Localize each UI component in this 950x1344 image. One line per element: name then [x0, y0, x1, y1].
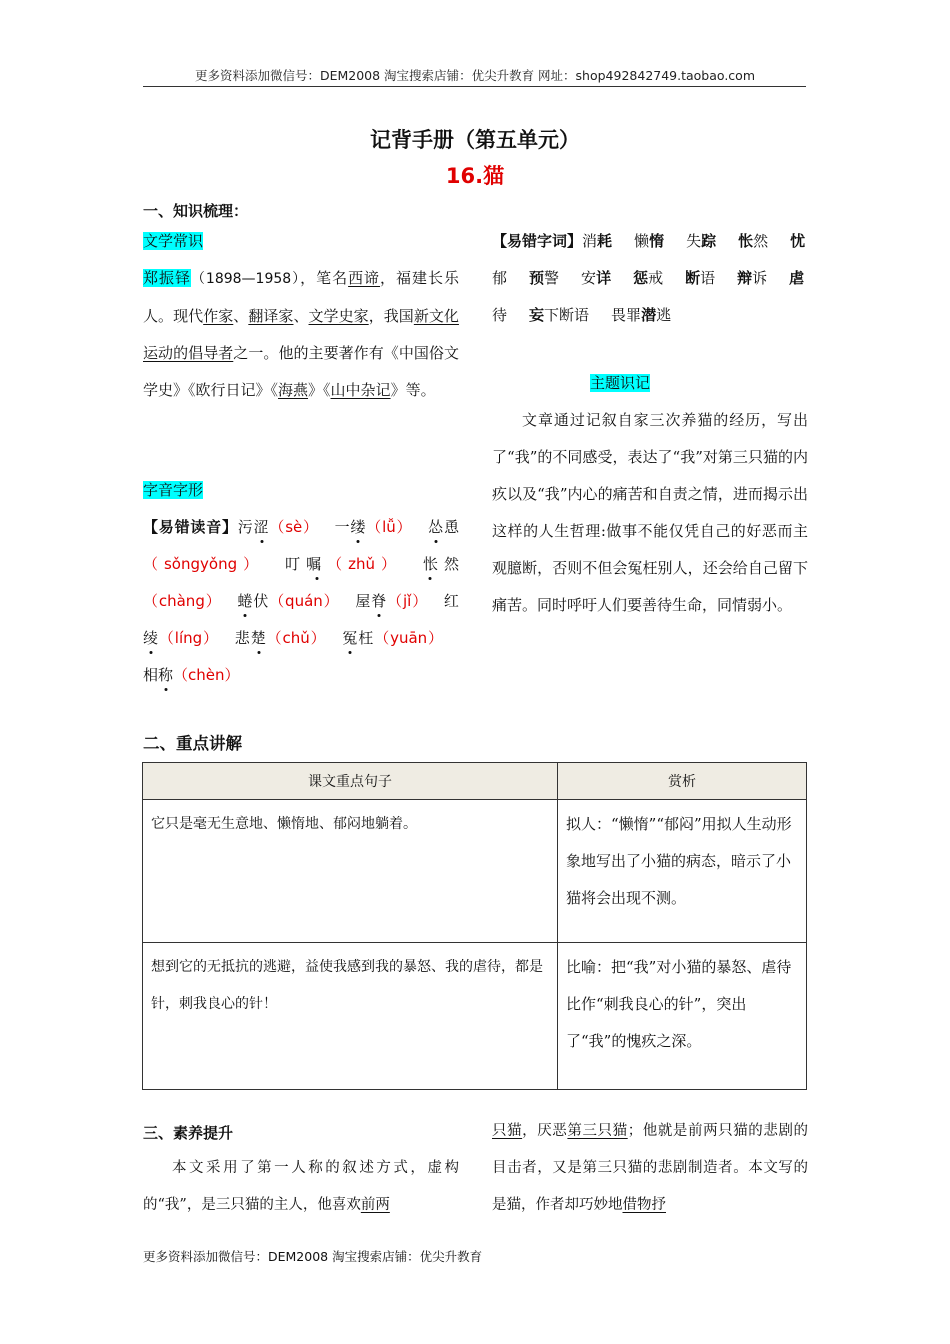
pron-pre: 红: [443, 592, 459, 610]
pron-dotted-char: 缕: [350, 518, 367, 536]
wrong-char-word: [634, 232, 664, 250]
lit-text-2: ，福建长乐人。现代: [143, 269, 459, 325]
s3-underline-1-cont: 只猫: [492, 1123, 523, 1139]
s3-text-2: ，厌恶: [522, 1123, 568, 1139]
section-3-heading: 三、素养提升: [143, 1124, 234, 1142]
lesson-title: 16.猫: [445, 164, 505, 188]
wc-part-b: 然: [753, 232, 769, 250]
wc-part-b: 潜: [641, 306, 657, 324]
pron-pre: 相: [143, 666, 159, 684]
pron-pinyin: （líng）: [158, 629, 219, 647]
col-sentence-header: 课文重点句子: [143, 763, 558, 800]
pron-dotted-char: 称: [158, 666, 174, 684]
pron-pinyin: （quán）: [269, 592, 340, 610]
pron-pre: 悲: [233, 629, 251, 647]
role-advocate: 新文化运动的倡导者: [143, 307, 459, 362]
theme-label: 主题识记: [589, 374, 650, 392]
wc-part-a: 失: [686, 232, 702, 250]
lit-text-6: 》等。: [390, 381, 436, 399]
pronunciation-item: [342, 629, 444, 647]
literature-label: 文学常识: [143, 232, 204, 250]
wc-part-a: 虐: [789, 269, 805, 287]
col-analysis-header: 赏析: [558, 763, 807, 800]
table-header-row: [143, 763, 807, 800]
theme-block: [492, 365, 808, 624]
wc-part-b: 警: [544, 269, 560, 287]
s3-underline-2: 第三只猫: [567, 1123, 628, 1139]
wc-part-a: 懒: [634, 232, 650, 250]
wc-part-a: 妄: [529, 306, 545, 324]
wc-part-a: 畏罪: [611, 306, 642, 324]
book-haiyan: 海燕: [278, 381, 309, 399]
pron-post: 伏: [253, 592, 270, 610]
pronunciation-item: [334, 518, 413, 536]
pron-pinyin: （jǐ）: [387, 592, 429, 610]
wc-part-b: 详: [596, 269, 612, 287]
author-name: 郑振铎: [143, 269, 191, 287]
pronunciation-item: [234, 629, 327, 647]
wrong-char-word: [529, 269, 559, 287]
header-divider: [143, 86, 806, 87]
wrong-char-word: [529, 306, 589, 324]
wc-part-b: 踪: [701, 232, 717, 250]
lit-text-5: 》《: [308, 381, 331, 399]
pronunciation-item: [237, 592, 340, 610]
section-3-text-left: [143, 1150, 459, 1224]
sentence-cell: 它只是毫无生意地、懒惰地、郁闷地躺着。: [143, 800, 558, 943]
pron-pinyin: （sǒngyǒng）: [143, 555, 265, 573]
pronunciation-label: 字音字形: [143, 481, 204, 499]
wc-part-a: 惩: [633, 269, 649, 287]
pron-dotted-char: 冤: [341, 629, 359, 647]
pronunciation-block: [143, 472, 459, 694]
theme-text: 文章通过记叙自家三次养猫的经历，写出了“我”的不同感受，表达了“我”对第三只猫的内疚以及“我”内心的痛苦和自责之情，进而揭示出这样的人生哲理:做事不能仅凭自己的好恶而主观臆断，否则不但会冤枉别人，还会给自己留下痛苦。同时呼吁人们要善待生命，同情弱小。: [492, 411, 808, 614]
pron-post: 恿: [443, 518, 459, 536]
section-2-heading: 二、重点讲解: [143, 734, 242, 753]
pronunciation-item: [355, 592, 429, 610]
wrong-char-word: [737, 269, 767, 287]
pron-pre: 屋: [354, 592, 372, 610]
wc-part-a: 忧: [790, 232, 806, 250]
pron-dotted-char: 蜷: [236, 592, 254, 610]
literature-block: [143, 223, 459, 409]
page-header: 更多资料添加微信号：DEM2008 淘宝搜索店铺：优尖升教育 网址：shop492842749.taobao.com: [194, 68, 756, 83]
wc-part-b: 耗: [597, 232, 613, 250]
pron-pinyin: （chǔ）: [266, 629, 327, 647]
pron-dotted-char: 脊: [371, 592, 388, 610]
lit-text-1: ，笔名: [300, 269, 349, 287]
wc-part-a: 消: [582, 232, 598, 250]
pron-pre: 一: [333, 518, 351, 536]
s3-text-1: 本文采用了第一人称的叙述方式，虚构的“我”，是三只猫的主人，他喜欢: [143, 1160, 459, 1213]
analysis-cell: 拟人：“懒惰”“郁闷”用拟人生动形象地写出了小猫的病态，暗示了小猫将会出现不测。: [558, 800, 807, 943]
wc-part-a: 断: [685, 269, 701, 287]
s3-underline-1: 前两: [360, 1197, 390, 1213]
s3-underline-3: 借物抒: [622, 1197, 666, 1213]
wc-part-b: 待: [492, 306, 508, 324]
lit-sep-1: 、: [233, 307, 249, 325]
author-years: （1898—1958）: [190, 271, 301, 287]
sentence-cell: 想到它的无抵抗的逃避，益使我感到我的暴怒、我的虐待，都是针，刺我良心的针！: [143, 943, 558, 1090]
pron-pinyin: （sè）: [269, 518, 319, 536]
role-writer: 作家: [203, 307, 234, 325]
wrong-char-word: [633, 269, 663, 287]
pron-pre: 叮: [279, 555, 307, 573]
wrong-char-word: [738, 232, 768, 250]
wc-part-b: 下断语: [544, 306, 590, 324]
pron-pinyin: （chèn）: [173, 666, 240, 684]
table-row: [143, 943, 807, 1090]
wrong-char-word: [581, 269, 611, 287]
section-3-text-right: [492, 1113, 808, 1224]
pronunciation-item: [143, 666, 240, 684]
wc-part-b: 戒: [648, 269, 664, 287]
lit-text-4: 之一。他的主要著作有《中国俗文学史》《欧行日记》《: [143, 344, 459, 399]
pron-dotted-char: 怂: [427, 518, 444, 536]
wc-part-b: 惰: [649, 232, 665, 250]
pron-dotted-char: 嘱: [306, 555, 328, 573]
table-row: [143, 800, 807, 943]
pron-pinyin: （chàng）: [143, 592, 222, 610]
wrong-char-word: [582, 232, 612, 250]
pen-name: 西谛: [348, 269, 381, 287]
analysis-cell: 比喻：把“我”对小猫的暴怒、虐待比作“刺我良心的针”，突出了“我”的愧疚之深。: [558, 943, 807, 1090]
pron-post: 枉: [358, 629, 375, 647]
pron-pre: 污: [237, 518, 254, 536]
pron-pinyin: （zhǔ）: [327, 555, 402, 573]
wc-part-a: 预: [529, 269, 545, 287]
pronunciation-item: [238, 518, 319, 536]
role-historian: 文学史家: [308, 307, 369, 325]
pron-pinyin: （lǚ）: [366, 518, 413, 536]
pron-dotted-char: 楚: [250, 629, 267, 647]
wc-part-b: 郁: [492, 269, 508, 287]
role-translator: 翻译家: [248, 307, 294, 325]
wc-part-a: 辩: [737, 269, 753, 287]
wrong-chars-block: [492, 223, 808, 334]
book-shanzhong: 山中杂记: [330, 381, 391, 399]
key-sentences-table: [142, 762, 807, 1090]
section-1-heading: 一、知识梳理：: [143, 202, 249, 220]
pronunciation-tag: 【易错读音】: [143, 518, 238, 536]
page-title: 记背手册（第五单元）: [370, 128, 580, 152]
pron-post: 然: [443, 555, 459, 573]
pron-dotted-char: 怅: [416, 555, 444, 573]
page-footer: 更多资料添加微信号：DEM2008 淘宝搜索店铺：优尖升教育: [143, 1249, 483, 1264]
s3-text-3: ；他就是前两只猫的悲剧的目击者，又是第三只猫的悲剧制造者。本文写的是猫，作者却巧妙地: [492, 1123, 809, 1213]
wrong-chars-tag: 【易错字词】: [492, 232, 583, 250]
wrong-char-word: [686, 232, 716, 250]
lit-sep-2: 、: [293, 307, 309, 325]
lit-text-3: ，我国: [368, 307, 414, 325]
wrong-char-word: [611, 306, 671, 324]
pron-dotted-char: 绫: [143, 629, 159, 647]
wc-part-b: 诉: [752, 269, 768, 287]
wc-part-c: 逃: [656, 306, 672, 324]
wc-part-a: 怅: [738, 232, 754, 250]
pron-pinyin: （yuān）: [374, 629, 444, 647]
pron-dotted-char: 涩: [253, 518, 270, 536]
wc-part-b: 语: [700, 269, 716, 287]
pronunciation-item: [279, 555, 402, 573]
wrong-char-word: [685, 269, 715, 287]
wc-part-a: 安: [581, 269, 597, 287]
